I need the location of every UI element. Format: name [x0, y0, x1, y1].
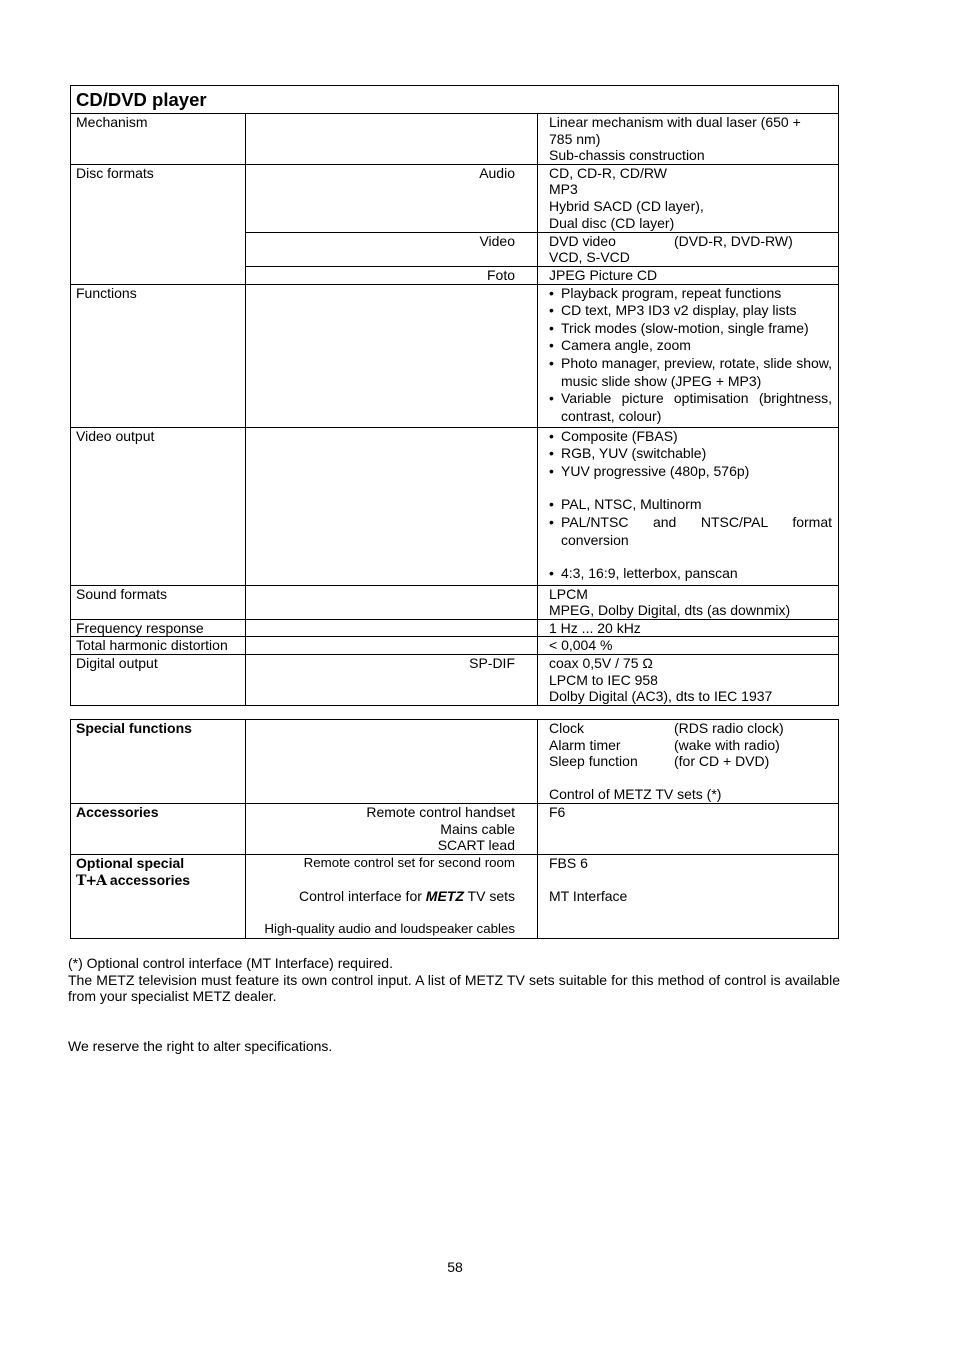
list-item: • YUV progressive (480p, 576p)	[549, 463, 832, 481]
row-label-accessories: Accessories	[71, 804, 246, 855]
video-output-value	[538, 427, 839, 585]
disc-audio-label: Audio	[246, 164, 538, 232]
optional-items: Remote control set for second room Control interface for METZ TV sets High-quality audio and loudspeaker cables	[246, 855, 538, 939]
digital-output-sub: SP-DIF	[246, 654, 538, 705]
ta-logo: T+A	[76, 872, 107, 889]
sound-formats-value: LPCM MPEG, Dolby Digital, dts (as downmix)	[538, 585, 839, 619]
row-label-frequency-response: Frequency response	[71, 619, 246, 637]
disc-foto-label: Foto	[246, 266, 538, 284]
table-title: CD/DVD player	[71, 86, 839, 114]
thd-value: < 0,004 %	[538, 637, 839, 655]
row-label-functions: Functions	[71, 284, 246, 427]
row-label-sound-formats: Sound formats	[71, 585, 246, 619]
extras-table	[70, 719, 839, 939]
accessories-value: F6	[538, 804, 839, 855]
disc-foto-value: JPEG Picture CD	[538, 266, 839, 284]
row-label-thd: Total harmonic distortion	[71, 637, 246, 655]
list-item: • Composite (FBAS)	[549, 428, 832, 446]
page-number: 58	[447, 1259, 463, 1275]
list-item: • Photo manager, preview, rotate, slide show, music slide show (JPEG + MP3)	[549, 355, 832, 390]
list-item: • 4:3, 16:9, letterbox, panscan	[549, 565, 832, 583]
row-label-special-functions: Special functions	[71, 720, 246, 804]
functions-value	[538, 284, 839, 427]
special-functions-value: Clock (RDS radio clock) Alarm timer (wake with radio) Sleep function (for CD + DVD) Control of METZ TV sets (*)	[538, 720, 839, 804]
row-label-optional-accessories: Optional special T+A accessories	[71, 855, 246, 939]
frequency-response-value: 1 Hz ... 20 kHz	[538, 619, 839, 637]
list-item: • PAL/NTSC and NTSC/PAL format conversion	[549, 514, 832, 549]
list-item: • CD text, MP3 ID3 v2 display, play lists	[549, 302, 832, 320]
digital-output-value: coax 0,5V / 75 Ω LPCM to IEC 958 Dolby Digital (AC3), dts to IEC 1937	[538, 654, 839, 705]
spec-table	[70, 85, 839, 706]
list-item: • Camera angle, zoom	[549, 337, 832, 355]
optional-values: FBS 6 MT Interface	[538, 855, 839, 939]
row-label-digital-output: Digital output	[71, 654, 246, 705]
mechanism-value: Linear mechanism with dual laser (650 + 785 nm) Sub-chassis construction	[538, 114, 839, 165]
accessories-items: Remote control handset Mains cable SCART lead	[246, 804, 538, 855]
row-label-disc-formats: Disc formats	[71, 164, 246, 284]
list-item: • RGB, YUV (switchable)	[549, 445, 832, 463]
reserve-note: We reserve the right to alter specifications.	[68, 1038, 333, 1054]
list-item: • Trick modes (slow-motion, single frame)	[549, 320, 832, 338]
disc-video-label: Video	[246, 232, 538, 266]
disc-audio-value: CD, CD-R, CD/RW MP3 Hybrid SACD (CD layer), Dual disc (CD layer)	[538, 164, 839, 232]
list-item: • Playback program, repeat functions	[549, 285, 832, 303]
row-label-mechanism: Mechanism	[71, 114, 246, 165]
disc-video-value: DVD video (DVD-R, DVD-RW) VCD, S-VCD	[538, 232, 839, 266]
list-item: • Variable picture optimisation (brightness, contrast, colour)	[549, 390, 832, 425]
footnote: (*) Optional control interface (MT Interface) required. The METZ television must feature its own control input. A list of METZ TV sets suitable for this method of control is available from your specialist METZ dealer.	[68, 955, 840, 1005]
row-label-video-output: Video output	[71, 427, 246, 585]
list-item: • PAL, NTSC, Multinorm	[549, 496, 832, 514]
